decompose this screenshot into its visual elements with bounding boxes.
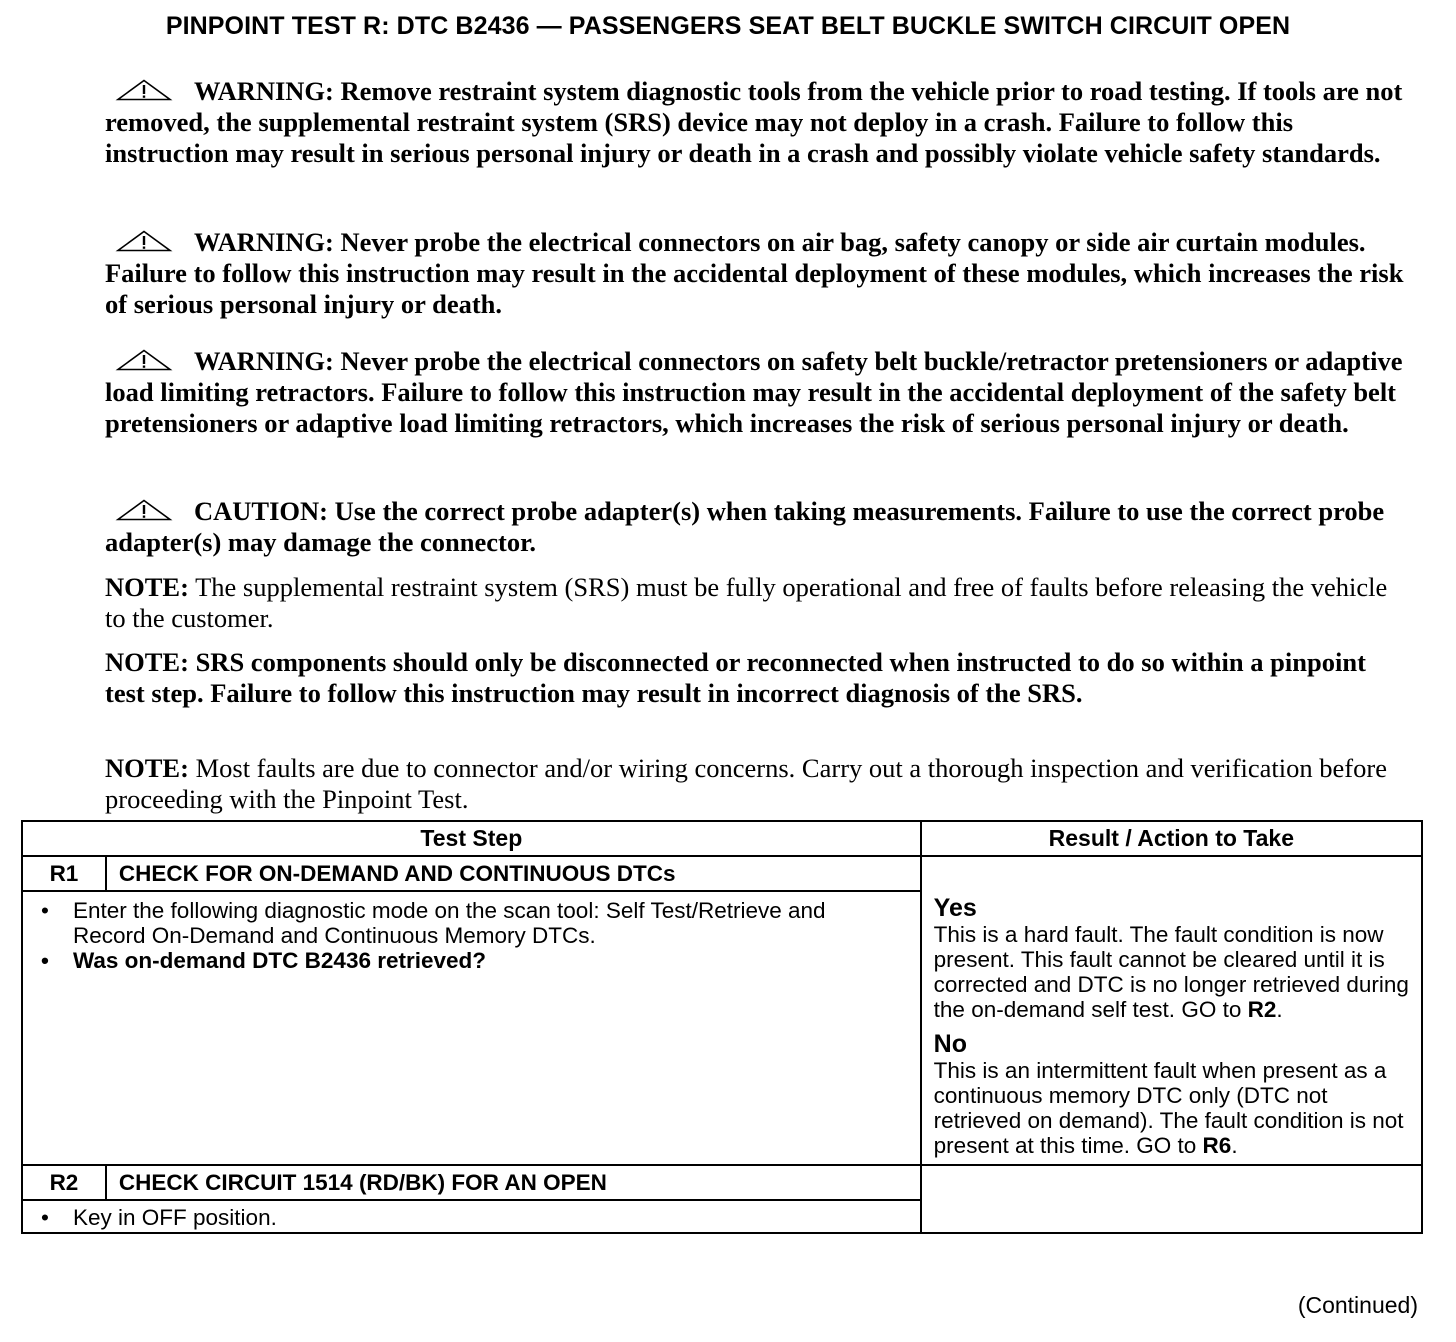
step-body: [22, 1200, 921, 1233]
warning-triangle-icon: [115, 79, 173, 101]
goto-link-r2[interactable]: R2: [1247, 997, 1277, 1022]
result-yes-text: This is a hard fault. The fault condition is now present. This fault cannot be cleared until it is corrected and DTC is no longer retrieved during the on-demand self test. GO to R2.: [933, 922, 1409, 1022]
step-title: CHECK CIRCUIT 1514 (RD/BK) FOR AN OPEN: [106, 1165, 921, 1200]
caution-block: [105, 496, 1405, 558]
note-block-3: [105, 753, 1405, 815]
note-text: The supplemental restraint system (SRS) must be fully operational and free of faults before releasing the vehicle to the customer.: [105, 572, 1388, 633]
step-result: [921, 856, 1422, 1165]
list-item: • Enter the following diagnostic mode on the scan tool: Self Test/Retrieve and Record On-Demand and Continuous Memory DTCs.: [73, 898, 900, 948]
warning-label: WARNING:: [194, 227, 334, 257]
note-label: NOTE:: [105, 647, 189, 677]
step-id: R2: [22, 1165, 106, 1200]
note-label: NOTE:: [105, 753, 189, 783]
note-text: SRS components should only be disconnected or reconnected when instructed to do so within a pinpoint test step. Failure to follow this instruction may result in incorrect diagnosis of the SRS.: [105, 647, 1366, 708]
warning-block-2: [105, 227, 1405, 320]
result-no-body: This is an intermittent fault when present as a continuous memory DTC only (DTC not retrieved on demand). The fault condition is not present at this time. GO to: [933, 1058, 1404, 1158]
warning-triangle-icon: [115, 499, 173, 521]
step-bullets: [35, 898, 900, 973]
warning-block-3: [105, 346, 1405, 439]
list-item: • Key in OFF position.: [73, 1205, 900, 1230]
caution-text: Use the correct probe adapter(s) when taking measurements. Failure to use the correct probe adapter(s) may damage the connector.: [105, 496, 1385, 557]
result-no-label: No: [933, 1030, 967, 1058]
warning-block-1: [105, 76, 1405, 169]
note-block-1: [105, 572, 1405, 634]
continued-label: (Continued): [1297, 1292, 1418, 1318]
header-result-action: Result / Action to Take: [921, 821, 1422, 856]
table-row: [22, 856, 1422, 891]
step-id: R1: [22, 856, 106, 891]
page-title: PINPOINT TEST R: DTC B2436 — PASSENGERS SEAT BELT BUCKLE SWITCH CIRCUIT OPEN: [165, 12, 1291, 40]
table-row: [22, 1165, 1422, 1200]
warning-text: Remove restraint system diagnostic tools from the vehicle prior to road testing. If tools are not removed, the supplemental restraint system (SRS) device may not deploy in a crash. Failure to follow this instruction may result in serious personal injury or death in a crash and possibly violate vehicle safety standards.: [105, 76, 1403, 168]
note-block-2: [105, 647, 1405, 709]
result-no-text: This is an intermittent fault when present as a continuous memory DTC only (DTC not retrieved on demand). The fault condition is not present at this time. GO to R6.: [933, 1058, 1404, 1158]
warning-label: WARNING:: [194, 76, 334, 106]
list-item: • Was on-demand DTC B2436 retrieved?: [73, 948, 900, 973]
result-yes-label: Yes: [933, 894, 977, 922]
pinpoint-test-table: [21, 820, 1423, 1234]
warning-label: WARNING:: [194, 346, 334, 376]
step-bullets: [35, 1205, 900, 1230]
warning-triangle-icon: [115, 349, 173, 371]
step-title: CHECK FOR ON-DEMAND AND CONTINUOUS DTCs: [106, 856, 921, 891]
step-body: [22, 891, 921, 1165]
warning-triangle-icon: [115, 230, 173, 252]
step-result: [921, 1165, 1422, 1233]
result-yes-body: This is a hard fault. The fault condition is now present. This fault cannot be cleared until it is corrected and DTC is no longer retrieved during the on-demand self test. GO to: [933, 922, 1409, 1022]
warning-text: Never probe the electrical connectors on air bag, safety canopy or side air curtain modules. Failure to follow this instruction may result in the accidental deployment of these modules, which increases the risk of serious personal injury or death.: [105, 227, 1404, 319]
warning-text: Never probe the electrical connectors on safety belt buckle/retractor pretensioners or adaptive load limiting retractors. Failure to follow this instruction may result in the accidental deployment of the safety belt pretensioners or adaptive load limiting retractors, which increases the risk of serious personal injury or death.: [105, 346, 1403, 438]
note-label: NOTE:: [105, 572, 189, 602]
note-text: Most faults are due to connector and/or wiring concerns. Carry out a thorough inspection and verification before proceeding with the Pinpoint Test.: [105, 753, 1387, 814]
table-header-row: [22, 821, 1422, 856]
goto-link-r6[interactable]: R6: [1202, 1133, 1232, 1158]
header-test-step: Test Step: [22, 821, 921, 856]
caution-label: CAUTION:: [194, 496, 328, 526]
